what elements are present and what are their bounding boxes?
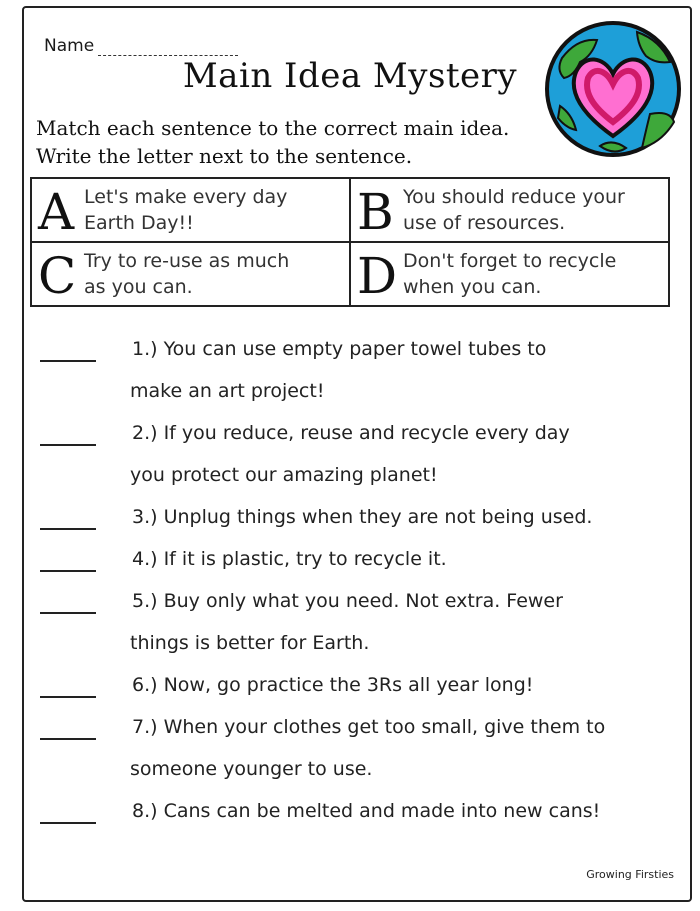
- page-title: Main Idea Mystery: [182, 56, 518, 96]
- main-idea-text-line: Earth Day!!: [84, 212, 194, 234]
- main-idea-letter: B: [357, 183, 394, 241]
- name-blank-line[interactable]: [98, 41, 238, 56]
- main-idea-text-line: as you can.: [84, 276, 193, 298]
- main-idea-text-line: Don't forget to recycle: [403, 250, 617, 272]
- sentence-6-line-1: 6.) Now, go practice the 3Rs all year long!: [132, 674, 534, 696]
- main-idea-key-table: [30, 177, 670, 307]
- main-idea-letter: D: [357, 247, 398, 305]
- main-idea-text: [403, 184, 662, 236]
- main-idea-c: [31, 242, 350, 306]
- instruction-line-1: Match each sentence to the correct main idea.: [36, 116, 510, 140]
- sentence-8-line-1: 8.) Cans can be melted and made into new cans!: [132, 800, 601, 822]
- instruction-line-2: Write the letter next to the sentence.: [36, 144, 413, 168]
- main-idea-text-line: You should reduce your: [403, 186, 625, 208]
- answer-blank-7[interactable]: [40, 738, 96, 740]
- answer-blank-1[interactable]: [40, 360, 96, 362]
- name-label: Name: [44, 36, 95, 56]
- sentence-5-line-2: things is better for Earth.: [130, 632, 370, 654]
- main-idea-text-line: Try to re-use as much: [84, 250, 290, 272]
- sentence-2-line-2: you protect our amazing planet!: [130, 464, 438, 486]
- answer-blank-6[interactable]: [40, 696, 96, 698]
- main-idea-b: [350, 178, 669, 242]
- answer-blank-2[interactable]: [40, 444, 96, 446]
- sentence-2-line-1: 2.) If you reduce, reuse and recycle every day: [132, 422, 570, 444]
- earth-heart-icon: [542, 18, 684, 160]
- sentence-1-line-2: make an art project!: [130, 380, 325, 402]
- name-field[interactable]: [44, 36, 238, 56]
- credit-text: Growing Firsties: [586, 868, 674, 881]
- main-idea-letter: A: [38, 183, 75, 241]
- main-idea-a: [31, 178, 350, 242]
- answer-blank-5[interactable]: [40, 612, 96, 614]
- answer-blank-4[interactable]: [40, 570, 96, 572]
- sentence-7-line-1: 7.) When your clothes get too small, give them to: [132, 716, 606, 738]
- main-idea-text-line: Let's make every day: [84, 186, 288, 208]
- sentence-4-line-1: 4.) If it is plastic, try to recycle it.: [132, 548, 447, 570]
- main-idea-text-line: use of resources.: [403, 212, 566, 234]
- main-idea-text: [84, 248, 343, 300]
- main-idea-text: [403, 248, 662, 300]
- sentence-3-line-1: 3.) Unplug things when they are not being used.: [132, 506, 593, 528]
- answer-blank-8[interactable]: [40, 822, 96, 824]
- sentence-1-line-1: 1.) You can use empty paper towel tubes to: [132, 338, 547, 360]
- main-idea-text: [84, 184, 343, 236]
- main-idea-text-line: when you can.: [403, 276, 542, 298]
- sentence-5-line-1: 5.) Buy only what you need. Not extra. Fewer: [132, 590, 563, 612]
- main-idea-d: [350, 242, 669, 306]
- answer-blank-3[interactable]: [40, 528, 96, 530]
- sentence-7-line-2: someone younger to use.: [130, 758, 373, 780]
- main-idea-letter: C: [38, 247, 77, 305]
